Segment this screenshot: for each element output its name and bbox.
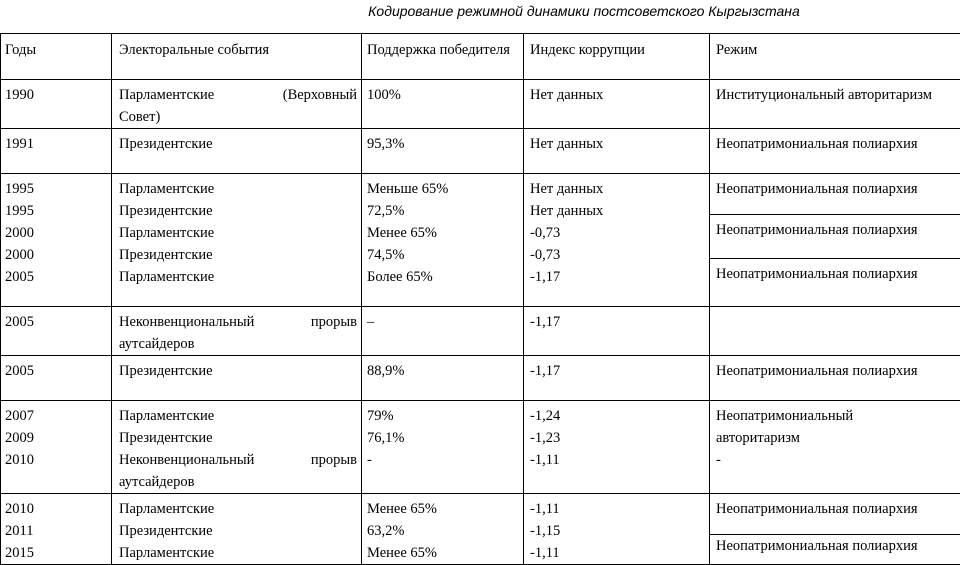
cell-index <box>524 494 710 565</box>
cell-event: Президентские <box>112 356 362 401</box>
cell-year <box>1 174 112 307</box>
cell-support: 100% <box>362 80 524 129</box>
event-line: Президентские <box>119 244 357 266</box>
page-title: Кодирование режимной динамики постсоветского Кыргызстана <box>0 2 960 20</box>
event-word: прорыв <box>311 311 357 333</box>
index-line: -1,11 <box>530 498 705 520</box>
cell-year: 1990 <box>1 80 112 129</box>
cell-support: 95,3% <box>362 129 524 174</box>
support-line: 76,1% <box>367 427 519 449</box>
support-line: - <box>367 449 519 471</box>
year-line: 2007 <box>5 405 107 427</box>
support-line: Менее 65% <box>367 542 519 564</box>
cell-support <box>362 401 524 494</box>
header-year: Годы <box>1 34 112 80</box>
cell-regime <box>710 307 960 356</box>
index-line: -0,73 <box>530 222 705 244</box>
regime-table <box>0 33 960 565</box>
year-line: 2009 <box>5 427 107 449</box>
cell-year <box>1 401 112 494</box>
event-line: Президентские <box>119 427 357 449</box>
cell-regime <box>710 494 960 565</box>
event-word: Неконвенциональный <box>119 449 254 471</box>
event-line: Парламентские <box>119 178 357 200</box>
year-line: 2011 <box>5 520 107 542</box>
table-row <box>1 307 960 356</box>
cell-event <box>112 401 362 494</box>
event-word: Парламентские <box>119 84 214 106</box>
cell-year: 2005 <box>1 307 112 356</box>
cell-event <box>112 80 362 129</box>
event-word: (Верховный <box>283 84 357 106</box>
regime-line: Неопатримониальная полиархия <box>710 259 960 281</box>
regime-line: - <box>716 449 960 471</box>
cell-regime: Институциональный авторитаризм <box>710 80 960 129</box>
index-line: -1,15 <box>530 520 705 542</box>
table-row <box>1 356 960 401</box>
cell-event <box>112 174 362 307</box>
table-row <box>1 129 960 174</box>
table-row <box>1 401 960 494</box>
table-row <box>1 174 960 307</box>
regime-line: Неопатримониальная полиархия <box>710 215 960 259</box>
year-line: 2000 <box>5 222 107 244</box>
table-row <box>1 80 960 129</box>
regime-line: Неопатримониальная полиархия <box>710 174 960 215</box>
support-line: Менее 65% <box>367 498 519 520</box>
event-line: Президентские <box>119 200 357 222</box>
header-regime: Режим <box>710 34 960 80</box>
cell-regime: Неопатримониальная полиархия <box>710 356 960 401</box>
cell-index <box>524 174 710 307</box>
support-line: Меньше 65% <box>367 178 519 200</box>
year-line: 2000 <box>5 244 107 266</box>
cell-event <box>112 494 362 565</box>
regime-line: Неопатримониальная полиархия <box>710 494 960 534</box>
index-line: -1,11 <box>530 449 705 471</box>
header-index: Индекс коррупции <box>524 34 710 80</box>
support-line: Менее 65% <box>367 222 519 244</box>
year-line: 2005 <box>5 266 107 288</box>
cell-year <box>1 494 112 565</box>
cell-event: Президентские <box>112 129 362 174</box>
regime-line: Неопатримониальный <box>716 405 960 427</box>
support-line: 79% <box>367 405 519 427</box>
cell-regime: Неопатримониальная полиархия <box>710 129 960 174</box>
support-line: Более 65% <box>367 266 519 288</box>
cell-index: -1,17 <box>524 307 710 356</box>
cell-support: 88,9% <box>362 356 524 401</box>
cell-index: Нет данных <box>524 80 710 129</box>
year-line: 2010 <box>5 449 107 471</box>
event-line: Парламентские <box>119 542 357 564</box>
index-line: Нет данных <box>530 200 705 222</box>
event-line: Парламентские <box>119 222 357 244</box>
cell-support <box>362 174 524 307</box>
event-word: аутсайдеров <box>119 471 357 493</box>
event-line: Президентские <box>119 520 357 542</box>
year-line: 2010 <box>5 498 107 520</box>
cell-index: Нет данных <box>524 129 710 174</box>
cell-index: -1,17 <box>524 356 710 401</box>
index-line: -1,17 <box>530 266 705 288</box>
event-word: прорыв <box>311 449 357 471</box>
index-line: -1,24 <box>530 405 705 427</box>
cell-year: 1991 <box>1 129 112 174</box>
year-line: 1995 <box>5 200 107 222</box>
cell-year: 2005 <box>1 356 112 401</box>
index-line: -1,11 <box>530 542 705 564</box>
index-line: Нет данных <box>530 178 705 200</box>
index-line: -0,73 <box>530 244 705 266</box>
support-line: 63,2% <box>367 520 519 542</box>
year-line: 2015 <box>5 542 107 564</box>
cell-regime <box>710 401 960 494</box>
header-row <box>1 34 960 80</box>
event-line: Парламентские <box>119 266 357 288</box>
header-support: Поддержка победителя <box>362 34 524 80</box>
year-line: 1995 <box>5 178 107 200</box>
support-line: 72,5% <box>367 200 519 222</box>
support-line: 74,5% <box>367 244 519 266</box>
regime-line: Неопатримониальная полиархия <box>710 534 960 556</box>
event-word: аутсайдеров <box>119 333 357 355</box>
cell-index <box>524 401 710 494</box>
cell-regime <box>710 174 960 307</box>
event-word: Неконвенциональный <box>119 311 254 333</box>
event-line: Парламентские <box>119 498 357 520</box>
regime-line: авторитаризм <box>716 427 960 449</box>
index-line: -1,23 <box>530 427 705 449</box>
event-line: Парламентские <box>119 405 357 427</box>
cell-event <box>112 307 362 356</box>
event-word: Совет) <box>119 106 357 128</box>
cell-support <box>362 494 524 565</box>
header-event: Электоральные события <box>112 34 362 80</box>
table-row <box>1 494 960 565</box>
cell-support: – <box>362 307 524 356</box>
